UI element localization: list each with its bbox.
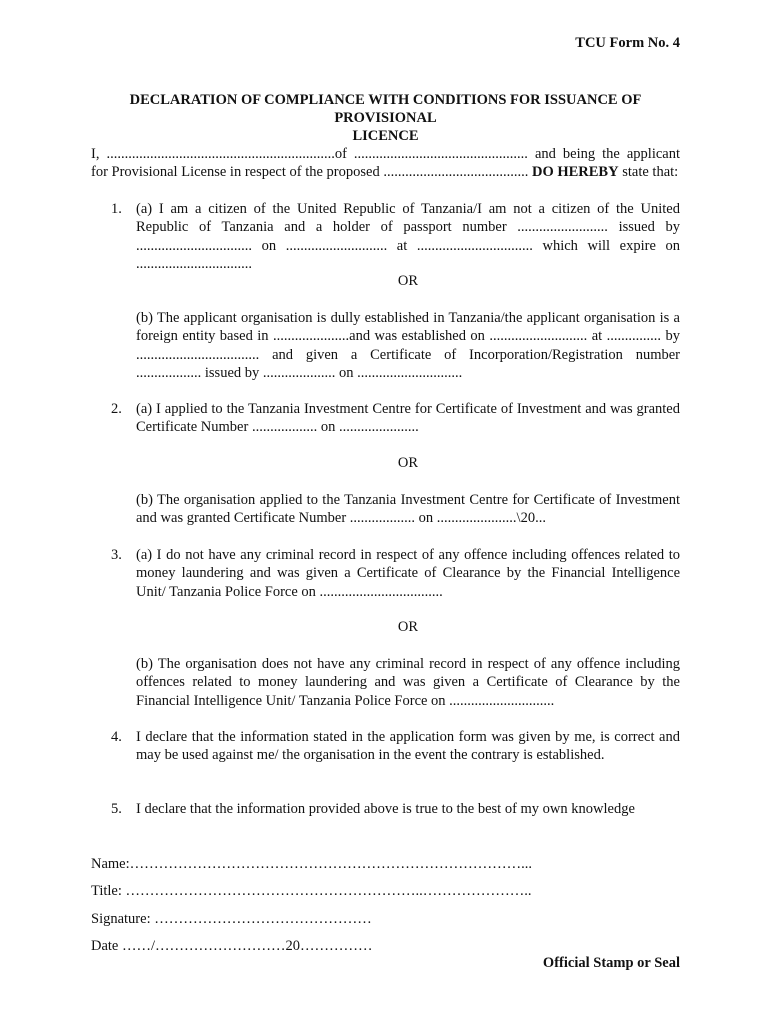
intro-bold-text: DO HEREBY (531, 164, 619, 181)
item-1-a (91, 200, 680, 273)
or-separator: OR (397, 455, 419, 471)
intro-paragraph (91, 145, 680, 182)
item-text: (b) The organisation applied to the Tanzania Investment Centre for Certificate of Investment and was granted Certificate Number .................. on ......................\20... (136, 492, 680, 527)
form-number: TCU Form No. 4 (575, 35, 680, 51)
official-stamp-label: Official Stamp or Seal (542, 955, 680, 971)
or-separator: OR (397, 273, 419, 289)
item-5 (91, 800, 680, 818)
or-separator: OR (397, 619, 419, 635)
title-line-1: DECLARATION OF COMPLIANCE WITH CONDITIONS FOR ISSUANCE OF PROVISIONAL (129, 92, 642, 126)
item-text: (a) I do not have any criminal record in respect of any offence including offences related to money laundering and was given a Certificate of Clearance by the Financial Intelligence Unit/ Tanzania Police Force on .................................. (136, 547, 680, 600)
intro-text: I, ...............................................................of ................................................ and being the applicant for Provisional License in respect of the proposed ........................................ (91, 146, 680, 181)
item-text: I declare that the information provided above is true to the best of my own knowledge (136, 801, 635, 817)
item-number: 2. (111, 401, 122, 417)
item-4 (91, 728, 680, 765)
item-2-b (91, 491, 680, 528)
item-text: (a) I am a citizen of the United Republic of Tanzania/I am not a citizen of the United Republic of Tanzania and a holder of passport number ......................... issued by ................................ on ............................ at ................................ which will expire on ................................ (136, 201, 680, 272)
item-text: (b) The organisation does not have any criminal record in respect of any offence including offences related to money laundering and was given a Certificate of Clearance by the Financial Intelligence Unit/ Tanzania Police Force on ............................. (136, 656, 680, 709)
item-number: 1. (111, 201, 122, 217)
date-field[interactable]: Date ……/………………………20…………… (91, 938, 373, 954)
item-text: (b) The applicant organisation is dully established in Tanzania/the applicant organisation is a foreign entity based in .....................and was established on ........................... at ............... by .................................. and given a Certificate of Incorporation/Registration number .................. issued by .................... on ............................. (136, 310, 680, 381)
item-2-a (91, 400, 680, 437)
item-text: I declare that the information stated in the application form was given by me, is correct and may be used against me/ the organisation in the event the contrary is established. (136, 729, 680, 764)
document-title (91, 91, 680, 145)
signature-field[interactable]: Signature: ……………………………………… (91, 911, 372, 927)
item-number: 3. (111, 547, 122, 563)
title-field[interactable]: Title: ……………………………………………………..………………….. (91, 883, 532, 899)
item-3-b (91, 655, 680, 710)
item-number: 5. (111, 801, 122, 817)
item-3-a (91, 546, 680, 601)
title-line-2: LICENCE (352, 128, 419, 144)
name-field[interactable]: Name:………………………………………………………………………... (91, 856, 533, 872)
intro-text-end: state that: (618, 164, 679, 181)
item-text: (a) I applied to the Tanzania Investment Centre for Certificate of Investment and was granted Certificate Number .................. on ...................... (136, 401, 680, 436)
item-number: 4. (111, 729, 122, 745)
item-1-b (91, 309, 680, 382)
